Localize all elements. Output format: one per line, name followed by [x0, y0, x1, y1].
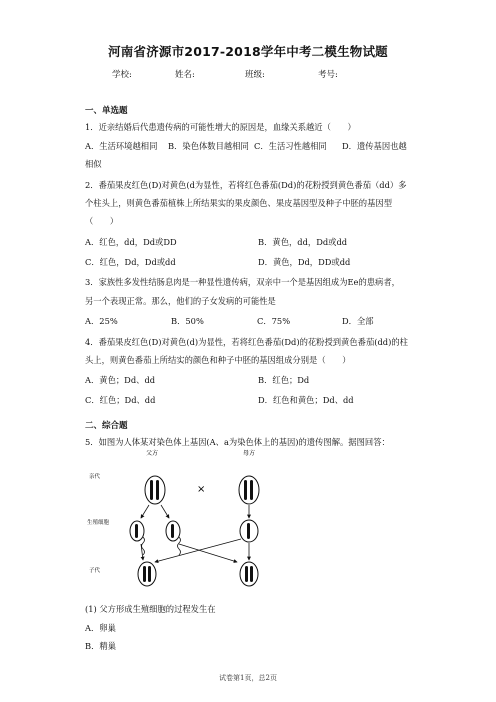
- name-label: 姓名:: [175, 70, 195, 80]
- q2-stem-line1: 2．番茄果皮红色(D)对黄色(d为显性，若将红色番茄(Dd)的花粉授到黄色番茄（dd）多: [85, 180, 407, 190]
- section-comprehensive: 二、综合题: [85, 421, 128, 431]
- q3-option-c: C．75%: [257, 316, 291, 326]
- section-single-choice: 一、单选题: [85, 106, 128, 116]
- egg-cell: [240, 520, 258, 542]
- q1-option-b: B．染色体数目越相同: [168, 141, 249, 151]
- offspring-cell-2: [240, 562, 258, 586]
- q5-sub1: (1) 父方形成生殖细胞的过程发生在: [85, 604, 216, 614]
- page-title: 河南省济源市2017-2018学年中考二模生物试题: [108, 44, 388, 59]
- q2-option-b: B．黄色，dd，Dd或dd: [258, 237, 348, 247]
- q4-option-b: B．红色；Dd: [258, 375, 310, 385]
- q3-option-b: B．50%: [171, 316, 204, 326]
- q3-stem-line2: 另一个表现正常。那么，他们的子女发病的可能性是: [85, 296, 276, 306]
- offspring-cell-1: [138, 562, 156, 586]
- q3-option-d: D．全部: [342, 316, 374, 326]
- row-labels: [87, 472, 110, 574]
- label-parents: 亲代: [89, 474, 101, 480]
- q4-option-d: D．红色和黄色；Dd、dd: [258, 395, 354, 405]
- label-gametes: 生殖细胞: [87, 520, 110, 526]
- inheritance-diagram: [83, 434, 283, 594]
- label-mother: 母方: [243, 450, 256, 457]
- q5-sub1-option-b: B．精巢: [85, 641, 116, 651]
- mother-cell: [239, 476, 259, 504]
- q4-stem-line2: 头上，则黄色番茄上所结实的颜色和种子中胚的基因组成分别是（ ）: [85, 355, 351, 365]
- sperm-cell-2: [166, 521, 181, 555]
- class-label: 班级:: [245, 70, 265, 80]
- number-label: 考号:: [318, 70, 338, 80]
- q2-option-a: A．红色，dd，Dd或DD: [85, 237, 177, 247]
- q2-option-d: D．黄色，Dd，DD或dd: [258, 257, 351, 267]
- q5-sub1-option-a: A．卵巢: [85, 623, 116, 633]
- q1-stem: 1．近亲结婚后代患遗传病的可能性增大的原因是，血缘关系越近（ ）: [85, 122, 356, 132]
- q4-stem-line1: 4．番茄果皮红色(D)对黄色(d)为显性，若将红色番茄(Dd)的花粉授到黄色番茄(dd)的柱: [85, 337, 408, 347]
- q4-option-a: A．黄色；Dd、dd: [85, 375, 156, 385]
- q3-stem-line1: 3．家族性多发性结肠息肉是一种显性遗传病，双亲中一个是基因组成为Ee的患病者，: [85, 277, 400, 287]
- q2-stem-line2: 个柱头上，则黄色番茄植株上所结果实的果皮颜色、果皮基因型及种子中胚的基因型: [85, 198, 392, 208]
- cross-symbol: ×: [197, 484, 206, 495]
- q2-stem-line3: （ ）: [85, 216, 119, 226]
- q3-option-a: A．25%: [85, 316, 118, 326]
- q1-option-c: C．生活习性越相同: [254, 141, 327, 151]
- q5-stem: 5．如图为人体某对染色体上基因(A、a为染色体上的基因)的遗传图解。据图回答：: [85, 437, 390, 447]
- q1-option-a: A．生活环境越相同: [85, 141, 158, 151]
- q1-option-d-continued: 相似: [85, 159, 102, 169]
- q1-option-d: D．遗传基因也越: [342, 141, 407, 151]
- page-footer: 试卷第1页，总2页: [219, 674, 277, 682]
- school-label: 学校:: [112, 70, 132, 80]
- sperm-cell-1: [130, 521, 145, 555]
- father-cell: [145, 476, 165, 504]
- q2-option-c: C．红色，Dd，Dd或dd: [85, 257, 176, 267]
- label-father: 父方: [146, 450, 159, 457]
- label-offspring: 子代: [89, 568, 101, 574]
- q4-option-c: C．红色；Dd、dd: [85, 395, 156, 405]
